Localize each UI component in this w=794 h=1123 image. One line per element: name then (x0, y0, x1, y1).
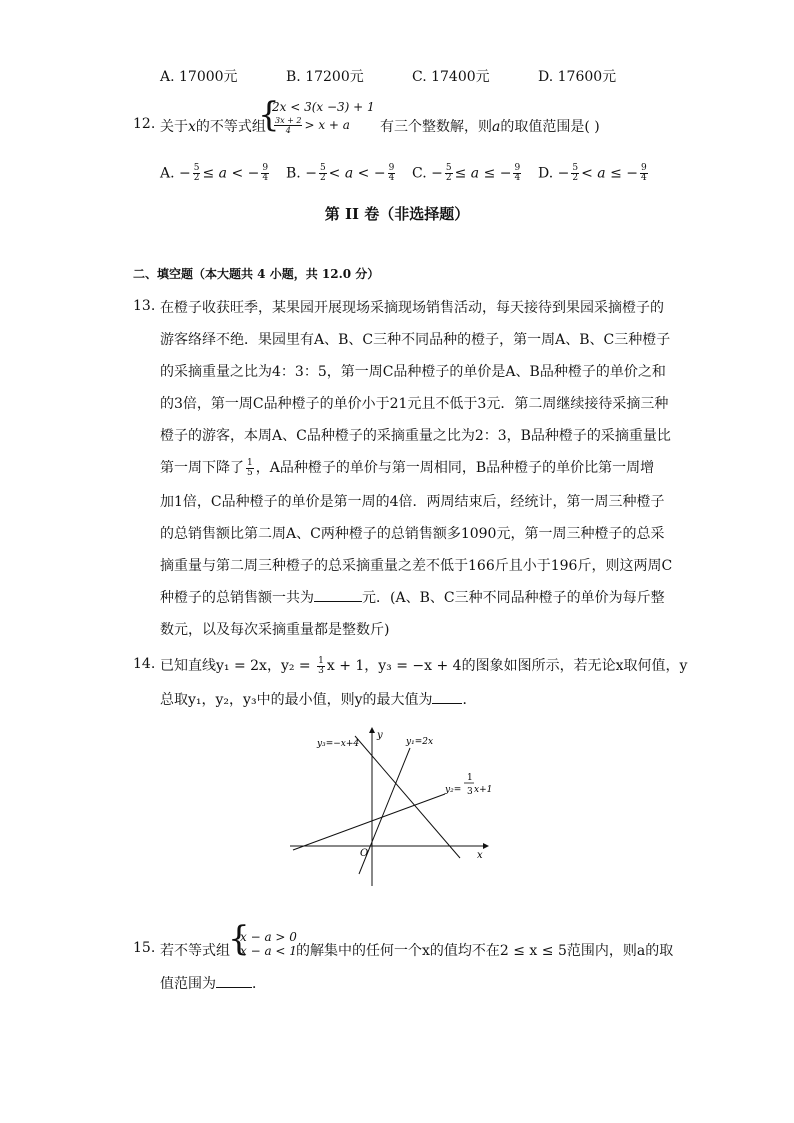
q13-line-1: 在橙子收获旺季，某果园开展现场采摘现场销售活动，每天接待到果园采摘橙子的 (160, 300, 664, 316)
part-title: 第 II 卷（非选择题） (324, 205, 470, 223)
q14-line-1: 已知直线y₁ = 2x，y₂ = $\frac{1}{3}$ x + 1，y₃ = −x + 4的图象如图所示，若无论x取何值，y (160, 655, 688, 676)
q12-stem-prefix: 关于x的不等式组 (160, 119, 266, 135)
option-c[interactable]: C. − $\frac{5}{2}$ ≤ a ≤ − $\frac{9}{4}$ (412, 163, 521, 183)
label-y2-post: x+1 (474, 785, 493, 795)
answer-blank[interactable] (314, 589, 362, 602)
q15-inequality-2: x − a < 1 (240, 944, 297, 958)
label-y3: y₃=−x+4 (317, 739, 360, 749)
line-y2 (293, 794, 445, 850)
q13-line-9: 摘重量与第二周三种橙子的总采摘重量之差不低于166斤且小于196斤，则这两周C (160, 558, 673, 574)
q15-prefix: 若不等式组 (160, 943, 230, 959)
option-d[interactable]: D. − $\frac{5}{2}$ < a ≤ − $\frac{9}{4}$ (538, 163, 647, 183)
section-heading: 二、填空题（本大题共 4 小题，共 12.0 分） (133, 267, 380, 281)
q15-line-2: 值范围为 ． (160, 976, 266, 992)
axis-y-label: y (377, 730, 383, 741)
axis-x-label: x (477, 850, 483, 861)
q13-line-11: 数元，以及每次采摘重量都是整数斤) (160, 622, 390, 638)
y-axis-arrow-icon (369, 727, 375, 733)
question-number: 14. (133, 656, 156, 672)
option-a[interactable]: A. − $\frac{5}{2}$ ≤ a < − $\frac{9}{4}$ (160, 163, 269, 183)
q15-inequality-1: x − a > 0 (240, 930, 297, 944)
label-y2-den: 3 (467, 787, 473, 797)
label-y2-num: 1 (467, 773, 473, 783)
q12-stem-suffix: 有三个整数解，则a的取值范围是( ) (380, 119, 600, 135)
option-a[interactable]: A. 17000元 (160, 69, 238, 85)
q13-line-2: 游客络绎不绝．果园里有A、B、C三种不同品种的橙子，第一周A、B、C三种橙子 (160, 332, 671, 348)
q12-inequality-1: 2x < 3(x −3) + 1 (272, 100, 375, 114)
q12-inequality-2: $\frac{3x + 2}{4}$ > x + a (275, 116, 350, 135)
q13-line-6: 第一周下降了 $\frac{1}{5}$ ，A品种橙子的单价与第一周相同，B品种橙子的单价比第一周增 (160, 457, 655, 478)
q13-line-5: 橙子的游客，本周A、C品种橙子的采摘重量之比为2：3，B品种橙子的采摘重量比 (160, 428, 671, 444)
question-number: 13. (133, 298, 156, 314)
answer-blank[interactable] (216, 975, 252, 988)
answer-blank[interactable] (432, 691, 462, 704)
label-y2-pre: y₂= (445, 785, 462, 795)
line-graph (285, 726, 495, 891)
question-number: 15. (133, 940, 156, 956)
q13-line-4: 的3倍，第一周C品种橙子的单价小于21元且不低于3元．第二周继续接待采摘三种 (160, 396, 669, 412)
origin-label: O (360, 848, 369, 859)
q14-line-2: 总取y₁，y₂，y₃中的最小值，则y的最大值为 ． (160, 692, 477, 708)
option-b[interactable]: B. − $\frac{5}{2}$ < a < − $\frac{9}{4}$ (286, 163, 395, 183)
q13-line-3: 的采摘重量之比为4：3：5，第一周C品种橙子的单价是A、B品种橙子的单价之和 (160, 364, 666, 380)
option-c[interactable]: C. 17400元 (412, 69, 490, 85)
q13-line-7: 加1倍，C品种橙子的单价是第一周的4倍．两周结束后，经统计，第一周三种橙子 (160, 494, 665, 510)
option-b[interactable]: B. 17200元 (286, 69, 364, 85)
system-brace: { (228, 919, 250, 959)
system-brace: { (258, 95, 280, 135)
q15-stem: 的解集中的任何一个x的值均不在2 ≤ x ≤ 5范围内，则a的取 (296, 943, 674, 959)
option-d[interactable]: D. 17600元 (538, 69, 617, 85)
q13-line-10: 种橙子的总销售额一共为 元．(A、B、C三种不同品种橙子的单价为每斤整 (160, 590, 665, 606)
label-y1: y₁=2x (406, 737, 434, 747)
question-number: 12. (133, 116, 156, 132)
x-axis-arrow-icon (483, 843, 489, 849)
q13-line-8: 的总销售额比第二周A、C两种橙子的总销售额多1090元，第一周三种橙子的总采 (160, 526, 665, 542)
